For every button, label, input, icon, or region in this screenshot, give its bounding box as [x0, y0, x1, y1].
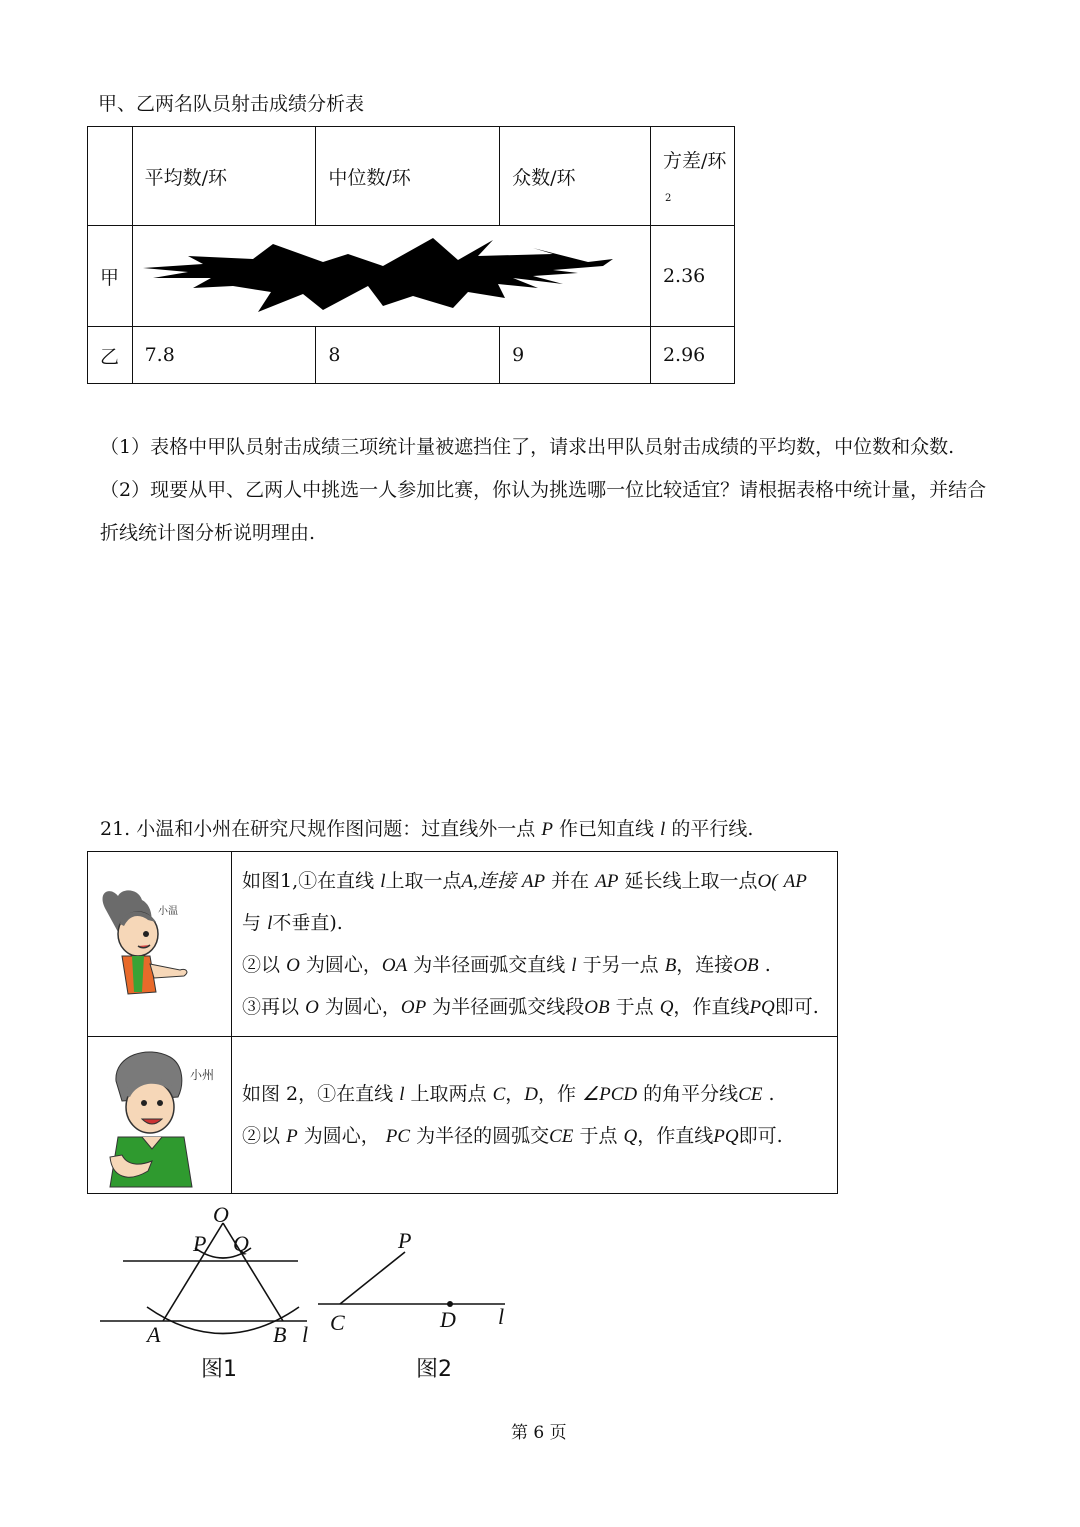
- question-2-line1: （2）现要从甲、乙两人中挑选一人参加比赛，你认为挑选哪一位比较适宜？请根据表格中统计量，并结合: [100, 479, 987, 501]
- fig2-label-P: P: [398, 1228, 412, 1253]
- problem-21-stem: 21. 小温和小州在研究尺规作图问题：过直线外一点 P 作已知直线 l 的平行线.: [100, 818, 754, 840]
- obscured-cells: [132, 226, 650, 327]
- xiaowen-label: 小温: [158, 906, 178, 917]
- page-number: 第 6 页: [511, 1423, 567, 1443]
- xiaozhou-label: 小州: [190, 1068, 215, 1082]
- row-jia-name: 甲: [88, 226, 133, 327]
- row-jia-variance: 2.36: [650, 226, 734, 327]
- fig2-label-D: D: [440, 1307, 456, 1332]
- xiaowen-avatar: [88, 852, 231, 1036]
- header-mean: 平均数/环: [132, 127, 316, 226]
- xiaozhou-method: [232, 1037, 838, 1194]
- table-title: 甲、乙两名队员射击成绩分析表: [98, 93, 365, 115]
- fig1-label-B: B: [273, 1322, 287, 1347]
- method-table: [87, 851, 838, 1194]
- fig1-label-l: l: [302, 1322, 309, 1347]
- fig2-label-C: C: [330, 1310, 345, 1335]
- xiaowen-line-3: ②以 O 为圆心，OA 为半径画弧交直线 l 于另一点 B，连接OB .: [242, 954, 771, 976]
- row-yi-variance: 2.96: [650, 327, 734, 384]
- xiaozhou-avatar: [88, 1037, 231, 1193]
- fig1-label-O: O: [213, 1202, 229, 1227]
- header-median: 中位数/环: [316, 127, 500, 226]
- question-2-line2: 折线统计图分析说明理由.: [100, 522, 316, 544]
- fig1-caption: 图1: [201, 1357, 237, 1382]
- xiaowen-line-2: 与 l不垂直).: [242, 912, 343, 934]
- xiaozhou-avatar-cell: [88, 1037, 232, 1194]
- fig1-label-A: A: [147, 1322, 161, 1347]
- corner-cell: [88, 127, 133, 226]
- row-yi-mean: 7.8: [132, 327, 316, 384]
- score-analysis-table: [87, 126, 735, 384]
- header-mode: 众数/环: [500, 127, 651, 226]
- fig1-segment-OB: [223, 1223, 283, 1321]
- problem-number: 21.: [100, 818, 131, 840]
- xiaowen-line-4: ③再以 O 为圆心，OP 为半径画弧交线段OB 于点 Q，作直线PQ即可.: [242, 996, 819, 1018]
- fig1-label-P: P: [193, 1231, 207, 1256]
- xiaowen-avatar-cell: [88, 852, 232, 1037]
- fig2-label-l: l: [498, 1304, 505, 1329]
- xiaowen-method: [232, 852, 838, 1037]
- row-yi-median: 8: [316, 327, 500, 384]
- row-yi-mode: 9: [500, 327, 651, 384]
- xiaozhou-line-1: 如图 2，①在直线 l 上取两点 C，D，作 ∠PCD 的角平分线CE .: [242, 1083, 775, 1105]
- figure-1: [95, 1200, 335, 1390]
- figure-2: [310, 1222, 530, 1387]
- fig2-segment-CP: [340, 1252, 405, 1304]
- xiaozhou-line-2: ②以 P 为圆心， PC 为半径的圆弧交CE 于点 Q，作直线PQ即可.: [242, 1125, 783, 1147]
- redaction-blot: [133, 226, 633, 326]
- question-1: （1）表格中甲队员射击成绩三项统计量被遮挡住了，请求出甲队员射击成绩的平均数，中位数和众数.: [100, 436, 955, 458]
- fig1-label-Q: Q: [233, 1231, 249, 1256]
- fig2-caption: 图2: [416, 1357, 452, 1382]
- row-yi-name: 乙: [88, 327, 133, 384]
- header-variance: 方差/环 2: [650, 127, 734, 226]
- xiaowen-line-1: 如图1,①在直线 l上取一点A,连接 AP 并在 AP 延长线上取一点O( AP: [242, 870, 807, 892]
